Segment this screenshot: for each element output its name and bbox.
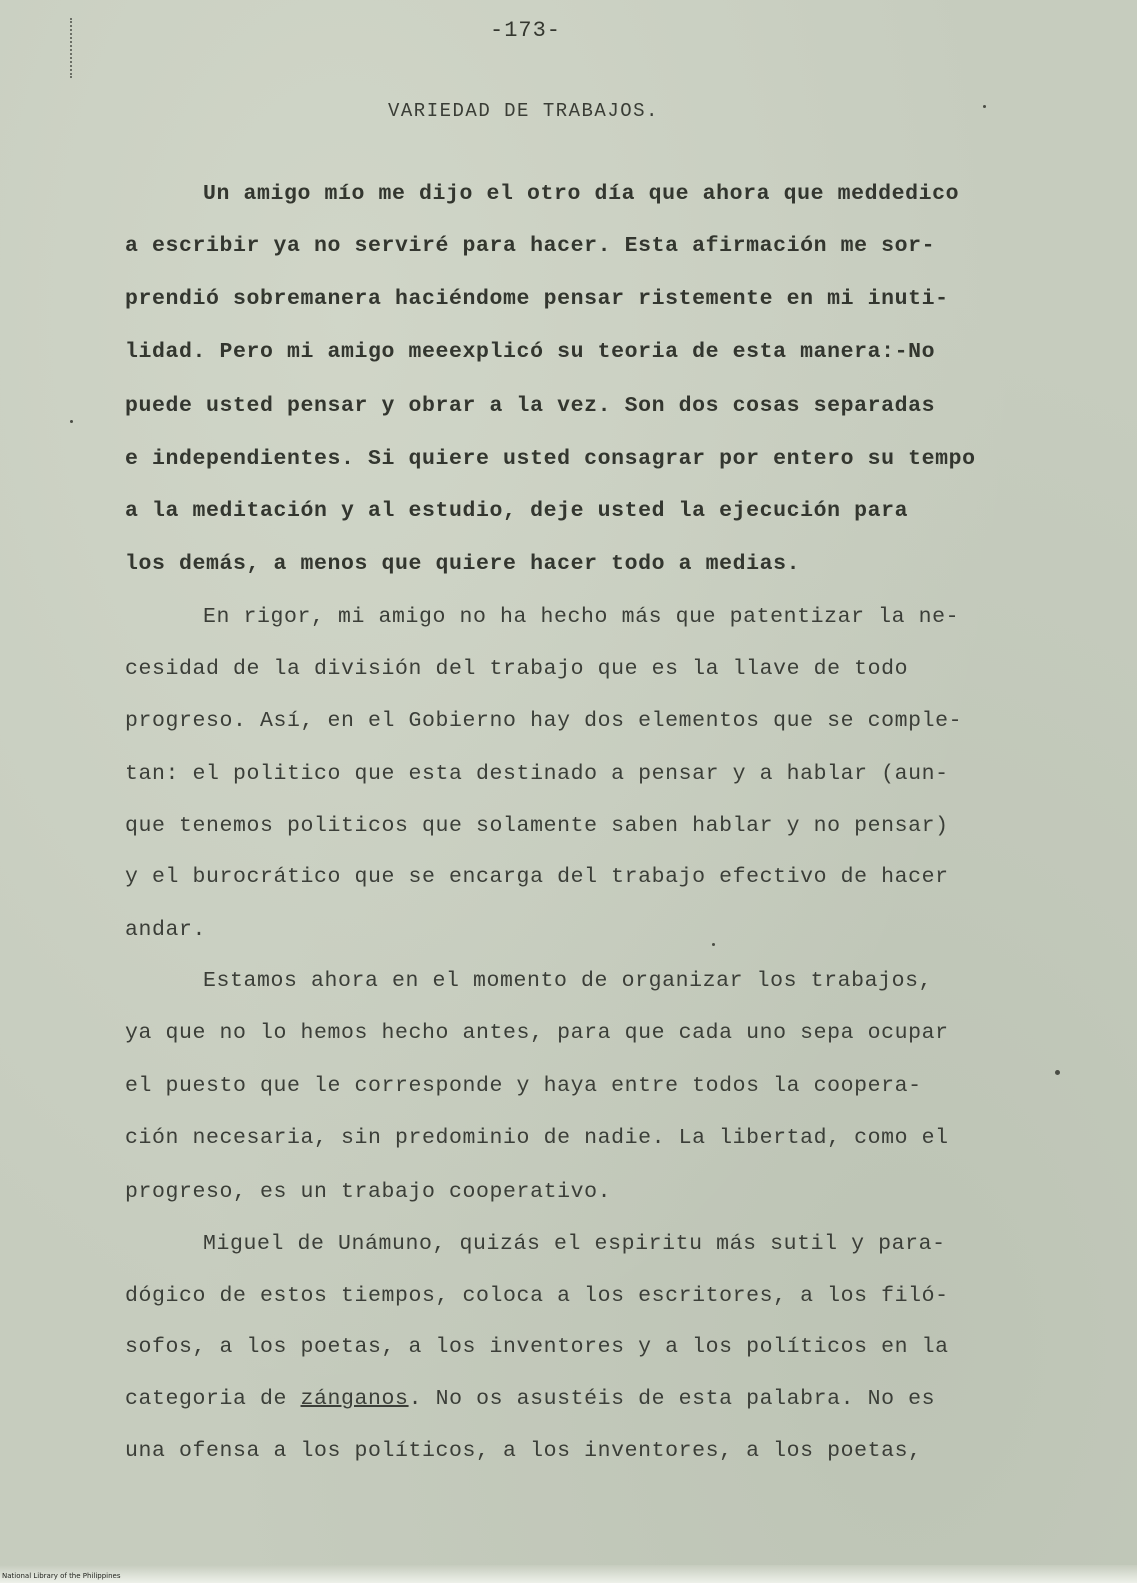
text-line: lidad. Pero mi amigo meeexplicó su teoria de esta manera:-No <box>125 340 936 364</box>
ink-speck <box>1055 1070 1060 1075</box>
text-line: y el burocrático que se encarga del trabajo efectivo de hacer <box>125 865 949 889</box>
text-line: el puesto que le corresponde y haya entre todos la coopera- <box>125 1074 922 1098</box>
margin-punch-marks <box>70 18 78 78</box>
ink-speck <box>70 420 73 423</box>
text-line: a escribir ya no serviré para hacer. Esta afirmación me sor- <box>125 234 936 258</box>
text-line: a la meditación y al estudio, deje usted la ejecución para <box>125 499 909 523</box>
text-line: los demás, a menos que quiere hacer todo a medias. <box>125 552 801 576</box>
text-line <box>125 1386 935 1412</box>
text-line: ción necesaria, sin predominio de nadie. La libertad, como el <box>125 1126 949 1150</box>
page-number: -173- <box>490 18 562 43</box>
text-line: puede usted pensar y obrar a la vez. Son dos cosas separadas <box>125 394 936 418</box>
text-line: cesidad de la división del trabajo que es la llave de todo <box>125 657 909 681</box>
underlined-word: zánganos <box>300 1387 409 1411</box>
text-line: andar. <box>125 918 207 942</box>
text-line: progreso. Así, en el Gobierno hay dos elementos que se comple- <box>125 709 963 733</box>
text-line: progreso, es un trabajo cooperativo. <box>125 1180 612 1204</box>
text-line: Estamos ahora en el momento de organizar los trabajos, <box>203 969 933 993</box>
text-line: Un amigo mío me dijo el otro día que ahora que meddedico <box>203 182 960 206</box>
text-line: ya que no lo hemos hecho antes, para que cada uno sepa ocupar <box>125 1021 949 1045</box>
document-title: VARIEDAD DE TRABAJOS. <box>388 100 659 122</box>
text-line: tan: el politico que esta destinado a pensar y a hablar (aun- <box>125 762 949 786</box>
ink-speck <box>983 105 986 108</box>
text-line: una ofensa a los políticos, a los inventores, a los poetas, <box>125 1439 922 1463</box>
text-line: que tenemos politicos que solamente saben hablar y no pensar) <box>125 814 949 838</box>
text-line: dógico de estos tiempos, coloca a los escritores, a los filó- <box>125 1284 949 1308</box>
page-edge <box>0 1565 1137 1583</box>
text-line: e independientes. Si quiere usted consagrar por entero su tempo <box>125 447 976 471</box>
library-credit: National Library of the Philippines <box>2 1572 121 1580</box>
text-line: Miguel de Unámuno, quizás el espiritu más sutil y para- <box>203 1232 946 1256</box>
text-line: prendió sobremanera haciéndome pensar ristemente en mi inuti- <box>125 287 949 311</box>
ink-speck <box>712 943 715 946</box>
text-line: sofos, a los poetas, a los inventores y a los políticos en la <box>125 1335 949 1359</box>
text-line: En rigor, mi amigo no ha hecho más que patentizar la ne- <box>203 605 960 629</box>
text-fragment: . No os asustéis de esta palabra. No es <box>408 1387 936 1411</box>
text-fragment: categoria de <box>125 1387 301 1411</box>
